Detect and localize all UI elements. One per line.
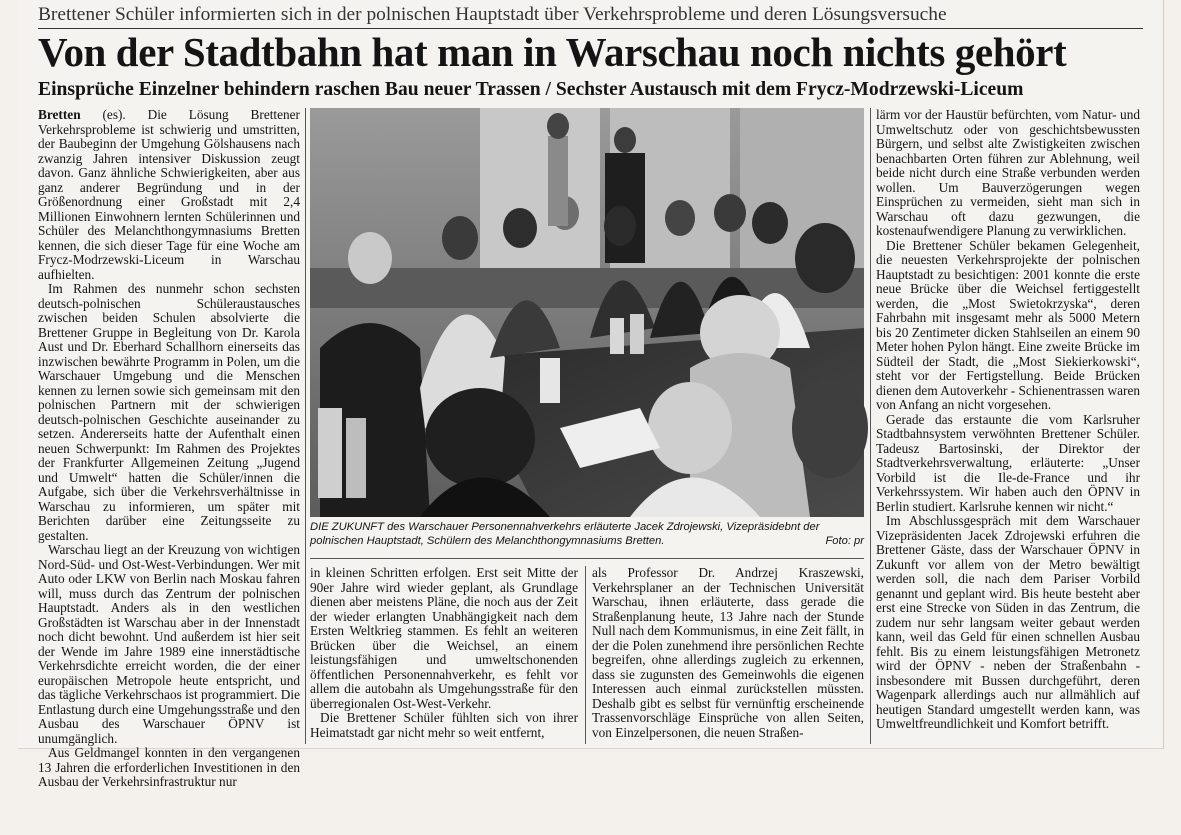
news-photo xyxy=(310,108,864,517)
paragraph: Im Abschlussgespräch mit dem Warschauer Vizepräsidenten Jacek Zdrojewski erfuhren die Brettener Gäste, dass der Warschauer ÖPNV in Zukunft vor allem von der Metro bewältigt werden soll, die nach dem Pariser Vorbild genannt und geplant wird. Bis heute besteht aber erst eine Strecke von Süden in das Zentrum, die zudem nur sehr langsam weiter gebaut werden kann, weil das Geld für einen schnellen Ausbau fehlt. Bis zu einem leistungsfähigen Metronetz wird der ÖPNV - neben der Straßenbahn - insbesondere mit Bussen durchgeführt, deren Wagenpark allerdings auch nur allmählich auf heutigen Standard umgestellt werden kann, was Umweltfreundlichkeit und Komfort betrifft. xyxy=(876,513,1140,731)
article-column-2 xyxy=(310,566,578,744)
paragraph: Aus Geldmangel konnten in den vergangenen 13 Jahren die erforderlichen Investitionen in den Ausbau der Verkehrsinfrastruktur nur xyxy=(38,745,300,789)
paragraph: Die Brettener Schüler fühlten sich von ihrer Heimatstadt gar nicht mehr so weit entfernt, xyxy=(310,710,578,740)
caption-text: DIE ZUKUNFT des Warschauer Personennahverkehrs erläuterte Jacek Zdrojewski, Vizepräsidebnt der polnischen Hauptstadt, Schülern des Melanchthongymnasiums Bretten. xyxy=(310,521,820,547)
paragraph: Warschau liegt an der Kreuzung von wichtigen Nord-Süd- und Ost-West-Verbindungen. Wer mit Auto oder LKW von Berlin nach Moskau fahren will, muss durch das Zentrum der polnischen Hauptstadt. Anders als in den westlichen Großstädten ist Warschau aber in der Innenstadt noch dicht bewohnt. Und außerdem ist hier seit der Wende im Jahre 1989 eine innerstädtische Verkehrsdichte erreicht worden, die der einer europäischen Metropole heute entspricht, und das tägliche Verkehrschaos ist programmiert. Die Entlastung durch eine Umgehungsstraße und den Ausbau des Warschauer ÖPNV ist unumgänglich. xyxy=(38,542,300,746)
article-column-1 xyxy=(38,107,300,789)
newspaper-clipping xyxy=(18,0,1164,789)
photo-caption xyxy=(310,520,864,548)
caption-rule xyxy=(310,558,864,559)
column-divider xyxy=(305,108,306,744)
dateline: Bretten xyxy=(38,107,81,122)
article-column-3 xyxy=(592,566,864,744)
column-divider xyxy=(585,566,586,744)
meeting-photo-illustration xyxy=(310,108,864,517)
paragraph: Die Brettener Schüler bekamen Gelegenheit, die neuesten Verkehrsprojekte der polnischen Hauptstadt zu besichtigen: 2001 konnte die erste neue Brücke über die Weichsel fertiggestellt werden, die „Most Swietokrzyska“, deren Fahrbahn mit insgesamt mehr als 5000 Metern bis 20 Zentimeter dicken Stahlseilen an einem 90 Meter hohen Pylon hängt. Eine zweite Brücke im Südteil der Stadt, die „Most Siekierkowski“, steht vor der Fertigstellung. Beide Brücken dienen dem Autoverkehr - Schienentrassen waren von Anfang an nicht vorgesehen. xyxy=(876,237,1140,412)
paragraph xyxy=(38,108,300,282)
photo-credit: Foto: pr xyxy=(825,535,864,547)
paragraph-text: (es). Die Lösung Brettener Verkehrsprobleme ist schwierig und umstritten, der Baubeginn der Umgehung Gölshausens nach zwanzig Jahren intensiver Diskussion zeugt davon. Ganz ähnliche Schwierigkeiten, aber aus ganz anderer Begründung und in der Größenordnung einer Großstadt mit 2,4 Millionen Einwohnern lernten Schülerinnen und Schüler des Melanchthongymnasiums Bretten kennen, die sich dieser Tage für eine Woche am Frycz-Modrzewski-Liceum in Warschau aufhielten. xyxy=(38,107,300,282)
paragraph: lärm vor der Haustür befürchten, vom Natur- und Umweltschutz oder von geschichtsbewussten Bürgern, und selbst alte Zwistigkeiten zwischen benachbarten Orten führen zur Ablehnung, weil beide nicht durch eine Straße verbunden werden wollen. Um Bauverzögerungen wegen Einsprüchen zu vermeiden, sieht man sich in Warschau oft dazu gezwungen, die kostenaufwendigere Planung zu verwirklichen. xyxy=(876,107,1140,238)
article-column-4 xyxy=(876,108,1140,744)
headline: Von der Stadtbahn hat man in Warschau noch nichts gehört xyxy=(38,29,1067,75)
subheadline: Einsprüche Einzelner behindern raschen Bau neuer Trassen / Sechster Austausch mit dem Frycz-Modrzewski-Liceum xyxy=(38,79,1024,100)
paragraph: Gerade das erstaunte die vom Karlsruher Stadtbahnsystem verwöhnten Brettener Schüler. Tadeusz Bartosinski, der Direktor der Stadtverkehrsverwaltung, erläuterte: „Unser Vorbild ist die Ile-de-France und ihr Verkehrssystem. Wir haben auch den ÖPNV in Berlin studiert. Karlsruhe kennen wir nicht.“ xyxy=(876,411,1140,514)
kicker-line: Brettener Schüler informierten sich in der polnischen Hauptstadt über Verkehrsprobleme und deren Lösungsversuche xyxy=(38,4,947,25)
paragraph: als Professor Dr. Andrzej Kraszewski, Verkehrsplaner an der Technischen Universität Warschau, ihnen erläuterte, dass gerade die Straßenplanung heute, 13 Jahre nach der Stunde Null nach dem Kommunismus, in eine Zeit fällt, in der die Polen zunehmend ihre persönlichen Rechte begreifen, ohne allerdings zugleich zu erkennen, dass sie zugunsten des Gemeinwohls die eigenen Interessen auch einmal zurückstellen müssten. Deshalb gibt es selbst für vernünftig erscheinende Trassenvorschläge Einsprüche von allen Seiten, von Einzelpersonen, die neuen Straßen- xyxy=(592,565,864,740)
paragraph: in kleinen Schritten erfolgen. Erst seit Mitte der 90er Jahre wird wieder geplant, als Grundlage dienen aber meistens Pläne, die noch aus der Zeit der wieder erlangten Unabhängigkeit nach dem Ersten Weltkrieg stammen. Es fehlt an weiteren Brücken über die Weichsel, an einem leistungsfähigen und umweltschonenden öffentlichen Personennahverkehr, es fehlt vor allem die autobahn als Umgehungsstraße für den überregionalen Ost-West-Verkehr. xyxy=(310,565,578,711)
paragraph: Im Rahmen des nunmehr schon sechsten deutsch-polnischen Schüleraustausches zwischen beiden Schulen absolvierte die Brettener Gruppe in Begleitung von Dr. Karola Aust und Dr. Eberhard Schallhorn einerseits das inzwischen bewährte Programm in Polen, um die Warschauer Umgebung und die Menschen kennen zu lernen sowie sich gemeinsam mit den polnischen Partnern mit der schwierigen deutsch-polnischen Geschichte auseinander zu setzen. Andererseits hatte der Aufenthalt einen neuen Schwerpunkt: Im Rahmen des Projektes der Frankfurter Allgemeinen Zeitung „Jugend und Umwelt“ hatten die Schüler/innen die Aufgabe, sich über die Verkehrsverhältnisse in Warschau zu informieren, um später mit Berichten darüber eine Zeitungsseite zu gestalten. xyxy=(38,281,300,543)
column-divider xyxy=(870,108,871,744)
